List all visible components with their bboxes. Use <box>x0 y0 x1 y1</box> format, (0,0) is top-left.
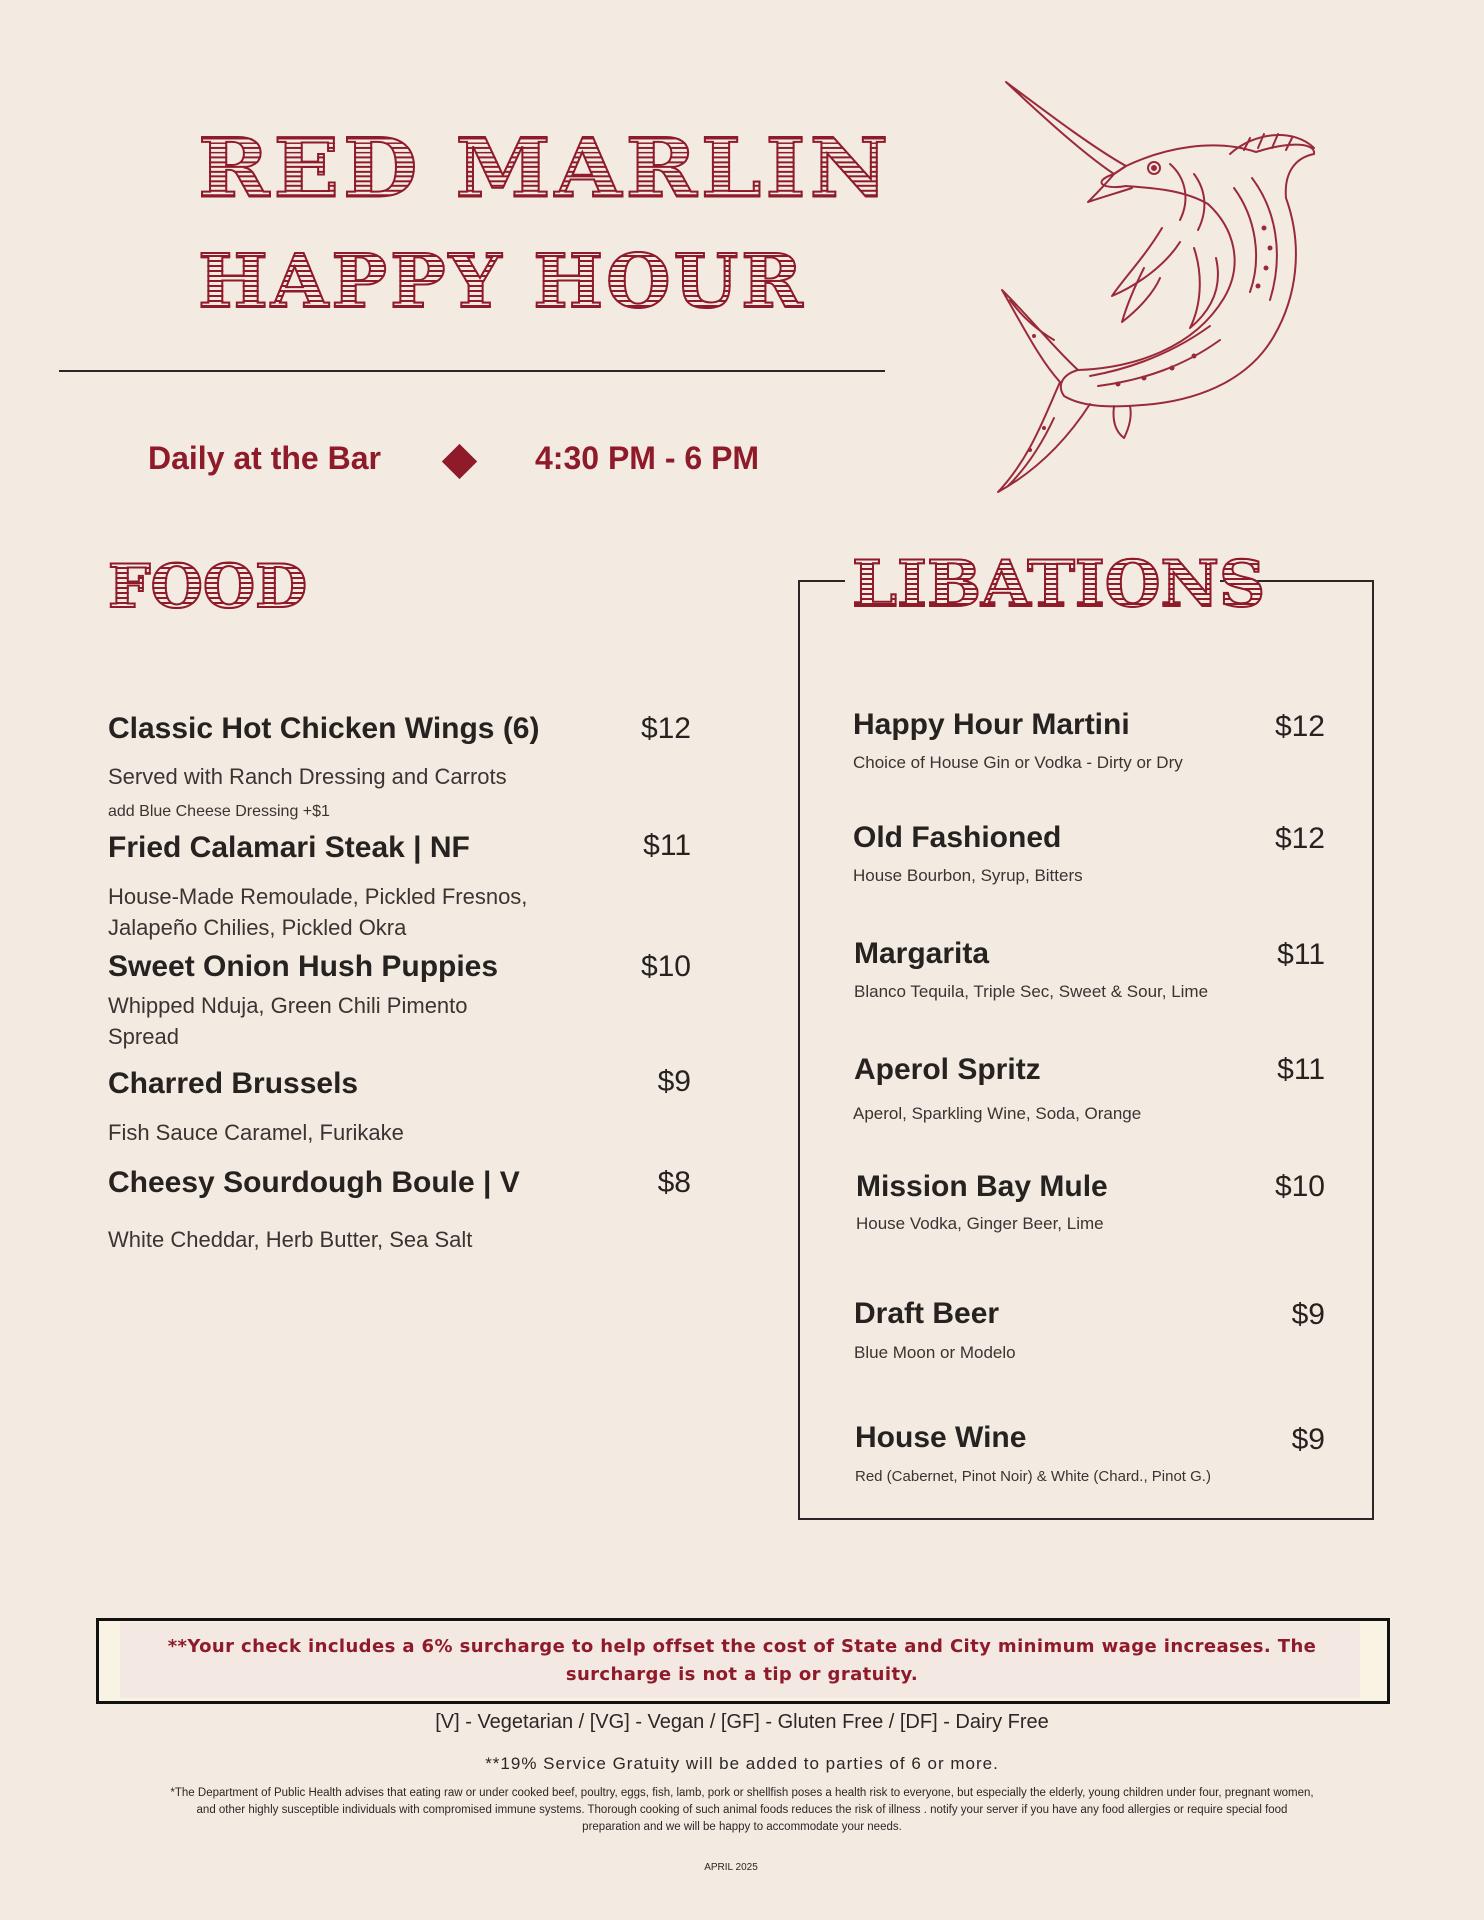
food-item-price: $8 <box>657 1166 691 1199</box>
food-item-name: Classic Hot Chicken Wings (6) <box>108 712 540 745</box>
diamond-icon <box>442 444 477 479</box>
food-item-description: Fish Sauce Caramel, Furikake <box>108 1120 404 1145</box>
surcharge-notice: **Your check includes a 6% surcharge to help offset the cost of State and City minimum wage increases. The surcharge is not a tip or gratuity. <box>167 1636 1317 1685</box>
drink-item-description: Red (Cabernet, Pinot Noir) & White (Chard., Pinot G.) <box>855 1468 1211 1485</box>
food-item-description: Spread <box>108 1024 179 1049</box>
food-item-price: $12 <box>640 712 691 745</box>
food-item-description: White Cheddar, Herb Butter, Sea Salt <box>108 1227 473 1252</box>
menu-title: HAPPY HOUR <box>198 239 806 325</box>
drink-item-description: House Bourbon, Syrup, Bitters <box>853 866 1083 885</box>
drink-item-description: Blue Moon or Modelo <box>854 1343 1016 1362</box>
menu-date: APRIL 2025 <box>704 1862 758 1873</box>
marlin-fish-icon <box>994 78 1334 510</box>
schedule-label: Daily at the Bar <box>148 440 381 476</box>
drink-item-price: $12 <box>1274 710 1325 743</box>
drink-item-name: Mission Bay Mule <box>856 1170 1108 1203</box>
drink-item-price: $9 <box>1291 1298 1325 1331</box>
food-item-price: $9 <box>657 1065 691 1098</box>
food-item-name: Sweet Onion Hush Puppies <box>108 950 499 983</box>
food-item-description: House-Made Remoulade, Pickled Fresnos, <box>108 884 528 909</box>
drink-item-price: $12 <box>1274 822 1325 855</box>
drink-item-price: $11 <box>1277 938 1325 971</box>
libations-heading: LIBATIONS <box>852 547 1266 622</box>
restaurant-title: RED MARLIN <box>198 120 893 217</box>
drink-item-name: Draft Beer <box>854 1297 1000 1330</box>
food-item-description: Served with Ranch Dressing and Carrots <box>108 764 507 789</box>
food-item-name: Fried Calamari Steak | NF <box>108 831 470 864</box>
schedule-hours: 4:30 PM - 6 PM <box>535 440 760 476</box>
drink-item-name: Old Fashioned <box>853 821 1062 854</box>
food-item-description: Jalapeño Chilies, Pickled Okra <box>108 915 407 940</box>
drink-item-name: Margarita <box>854 937 990 970</box>
drink-item-price: $9 <box>1291 1423 1325 1456</box>
food-item-price: $11 <box>643 829 691 862</box>
dietary-legend: [V] - Vegetarian / [VG] - Vegan / [GF] - Gluten Free / [DF] - Dairy Free <box>435 1711 1049 1733</box>
food-item-name: Charred Brussels <box>108 1067 359 1100</box>
food-item-price: $10 <box>640 950 691 983</box>
drink-item-price: $11 <box>1277 1053 1325 1086</box>
food-heading: FOOD <box>108 552 308 622</box>
drink-item-description: Aperol, Sparkling Wine, Soda, Orange <box>853 1104 1142 1123</box>
drink-item-name: Aperol Spritz <box>854 1053 1041 1086</box>
drink-item-price: $10 <box>1274 1170 1325 1203</box>
food-item-note: add Blue Cheese Dressing +$1 <box>108 803 330 820</box>
drink-item-description: Choice of House Gin or Vodka - Dirty or Dry <box>853 753 1183 772</box>
gratuity-note: **19% Service Gratuity will be added to parties of 6 or more. <box>485 1754 999 1773</box>
drink-item-name: Happy Hour Martini <box>853 708 1130 741</box>
health-advisory: *The Department of Public Health advises that eating raw or under cooked beef, poultry, eggs, fish, lamb, pork or shellfish poses a health risk to everyone, but especially the elderly, young children under four, pregnant women, and other highly susceptible individuals with compromised immune systems. Thorough cooking of such animal foods reduces the risk of illness . notify your server if you have any food allergies or require special food preparation and we will be happy to accommodate your needs. <box>170 1787 1314 1833</box>
food-item-name: Cheesy Sourdough Boule | V <box>108 1166 520 1199</box>
food-item-description: Whipped Nduja, Green Chili Pimento <box>108 993 468 1018</box>
drink-item-description: House Vodka, Ginger Beer, Lime <box>856 1214 1104 1233</box>
header-divider <box>59 370 885 372</box>
drink-item-description: Blanco Tequila, Triple Sec, Sweet & Sour, Lime <box>854 982 1209 1001</box>
drink-item-name: House Wine <box>855 1421 1027 1454</box>
